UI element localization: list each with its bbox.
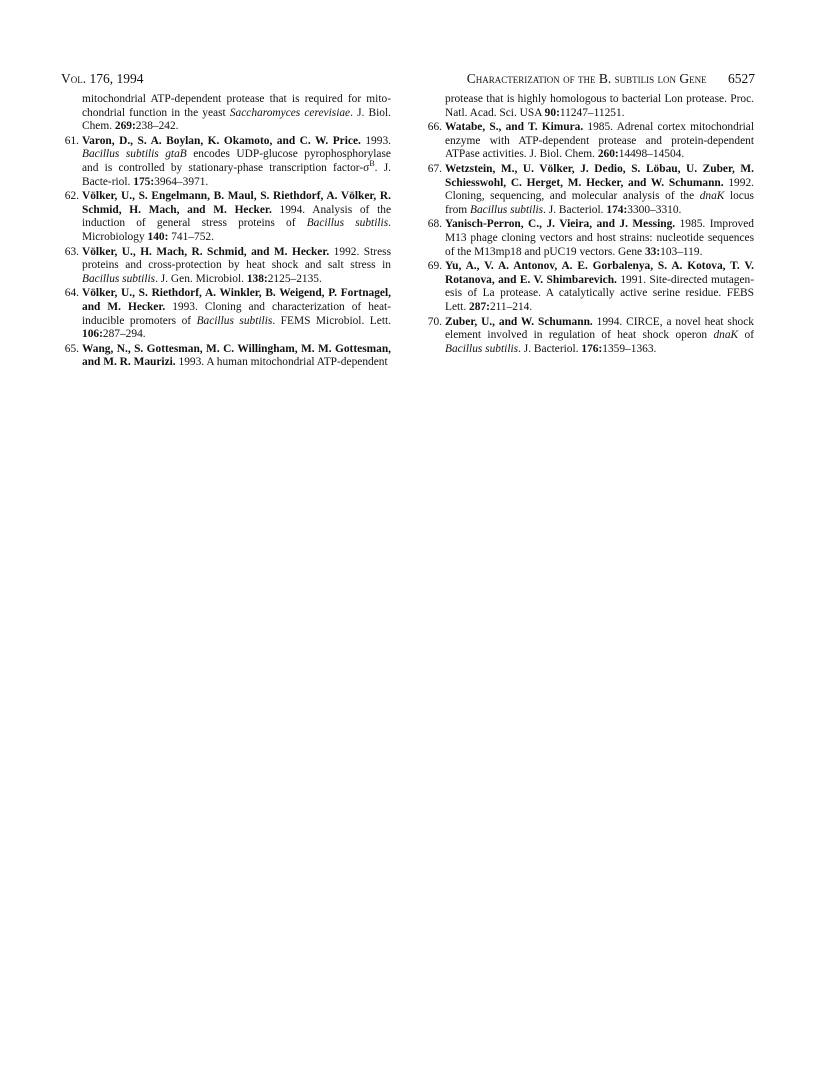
reference-text: 14498–14504.	[618, 148, 685, 161]
reference-authors: 33:	[644, 245, 661, 258]
reference-text: 1992. Stress proteins and cross-protection by heat shock and salt stress in	[82, 245, 391, 272]
reference-text: of	[738, 329, 754, 342]
reference-number: 68.	[427, 218, 442, 231]
reference-text: mitochondrial ATP-dependent protease that is required for mito-chondrial function in the yeast	[82, 93, 391, 119]
reference-number: 63.	[64, 245, 79, 258]
reference-text: . J. Bacte-riol.	[82, 161, 391, 188]
reference-number: 62.	[64, 190, 79, 203]
reference-continuation	[424, 93, 754, 120]
reference-text: 1985. Improved M13 phage cloning vectors and host strains: nucleotide sequences of the M13mp18 and pUC19 vectors. Gene	[445, 218, 754, 258]
reference-authors: 140:	[147, 230, 169, 243]
reference-entry	[61, 246, 391, 287]
reference-continuation	[61, 93, 391, 134]
reference-text: . Microbiology	[82, 217, 392, 243]
reference-authors: Yu, A., V. A. Antonov, A. E. Gorbalenya, S. A. Kotova, T. V. Rotanova, and E. V. Shimbarevich.	[445, 260, 754, 286]
reference-text: 11247–11251.	[559, 106, 625, 119]
reference-authors: 260:	[597, 148, 619, 161]
reference-text: . J. Biol. Chem.	[82, 106, 391, 133]
reference-authors: 138:	[246, 272, 268, 285]
header-right	[467, 69, 755, 89]
reference-text: 3300–3310.	[627, 203, 682, 216]
reference-number: 65.	[64, 342, 79, 355]
reference-entry	[424, 260, 754, 314]
reference-number: 61.	[64, 134, 79, 147]
reference-entry	[424, 316, 754, 357]
running-header	[61, 69, 755, 89]
reference-authors: Varon, D., S. A. Boylan, K. Okamoto, and C. W. Price.	[82, 134, 361, 147]
reference-authors: 176:	[581, 342, 603, 355]
reference-authors: Wang, N., S. Gottesman, M. C. Willingham, M. M. Gottesman, and M. R. Maurizi.	[82, 342, 391, 369]
reference-authors: Watabe, S., and T. Kimura.	[445, 121, 584, 134]
reference-text: 1993.	[360, 134, 391, 147]
reference-italic: dnaK	[713, 329, 739, 342]
reference-authors: 106:	[82, 328, 103, 341]
reference-authors: Yanisch-Perron, C., J. Vieira, and J. Messing.	[445, 218, 676, 231]
reference-number: 69.	[427, 260, 442, 273]
reference-number: 66.	[427, 121, 442, 134]
reference-entry	[61, 287, 391, 341]
reference-entry	[424, 218, 754, 259]
reference-authors: 269:	[114, 120, 136, 133]
reference-text: 287–294.	[102, 328, 146, 341]
reference-text: 1993. Cloning and characterization of heat-inducible promoters of	[82, 300, 391, 327]
reference-text: . J. Gen. Microbiol.	[155, 272, 247, 285]
reference-text: B	[369, 159, 375, 169]
references-right-column	[424, 93, 754, 357]
reference-italic: Bacillus subtilis	[306, 217, 389, 230]
reference-text: . J. Bacteriol.	[543, 203, 607, 216]
reference-authors: 175:	[133, 175, 155, 188]
reference-number: 64.	[64, 287, 79, 300]
reference-authors: Völker, U., H. Mach, R. Schmid, and M. Hecker.	[82, 245, 330, 258]
reference-italic: Bacillus subtilis	[196, 314, 273, 327]
reference-text: locus from	[445, 190, 754, 216]
reference-text: 2125–2135.	[267, 272, 322, 285]
reference-italic: Saccharomyces cerevisiae	[229, 106, 351, 119]
reference-italic: Bacillus subtilis	[445, 342, 519, 355]
reference-text: encodes UDP-glucose pyrophosphorylase and is controlled by stationary-phase transcription factor-σ	[82, 148, 391, 174]
reference-text: . FEMS Microbiol. Lett.	[272, 314, 392, 327]
reference-text: 211–214.	[489, 300, 533, 313]
reference-italic: Bacillus subtilis	[470, 203, 544, 216]
reference-number: 67.	[427, 162, 442, 175]
reference-entry	[424, 163, 754, 217]
reference-italic: dnaK	[699, 190, 725, 203]
reference-text: 103–119.	[660, 245, 703, 258]
reference-text: 1992. Cloning, sequencing, and molecular analysis of the	[445, 176, 754, 203]
running-title: Characterization of the B. subtilis lon Gene	[466, 71, 707, 86]
reference-text: 1359–1363.	[602, 342, 657, 355]
page-number: 6527	[728, 71, 755, 86]
reference-number: 70.	[427, 315, 442, 328]
reference-italic: Bacillus subtilis	[82, 272, 156, 285]
reference-text: . J. Bacteriol.	[518, 342, 582, 355]
reference-authors: Wetzstein, M., U. Völker, J. Dedio, S. Löbau, U. Zuber, M. Schiesswohl, C. Herget, M. Hecker, and W. Schumann.	[445, 162, 754, 189]
references-left-column	[61, 93, 391, 371]
reference-italic: Bacillus subtilis gtaB	[82, 148, 187, 161]
reference-text: 3964–3971.	[154, 175, 209, 188]
reference-authors: 287:	[469, 300, 490, 313]
reference-entry	[424, 121, 754, 162]
reference-authors: 90:	[544, 106, 560, 119]
reference-text: 1991. Site-directed mutagen-esis of La protease. A catalytically active serine residue. FEBS Lett.	[445, 273, 754, 313]
reference-text: 238–242.	[135, 120, 179, 133]
reference-authors: Völker, U., S. Riethdorf, A. Winkler, B. Weigend, P. Fortnagel, and M. Hecker.	[82, 287, 391, 313]
reference-text: 741–752.	[168, 230, 214, 243]
reference-authors: Völker, U., S. Engelmann, B. Maul, S. Riethdorf, A. Völker, R. Schmid, H. Mach, and M. Hecker.	[82, 190, 391, 216]
reference-entry	[61, 190, 391, 244]
journal-volume: Vol. 176, 1994	[61, 71, 144, 86]
reference-authors: Zuber, U., and W. Schumann.	[445, 315, 593, 328]
reference-entry	[61, 343, 391, 370]
reference-text: protease that is highly homologous to bacterial Lon protease. Proc. Natl. Acad. Sci. USA	[445, 93, 754, 119]
reference-authors: 174:	[606, 203, 628, 216]
reference-entry	[61, 135, 391, 189]
reference-text: 1994. Analysis of the induction of general stress proteins of	[82, 203, 391, 230]
reference-text: 1994. CIRCE, a novel heat shock element involved in regulation of heat shock operon	[445, 315, 755, 342]
reference-text: 1985. Adrenal cortex mitochondrial enzyme with ATP-dependent protease and protein-dependent ATPase activities. J. Biol. Chem.	[445, 121, 754, 161]
reference-text: 1993. A human mitochondrial ATP-dependent	[175, 356, 388, 369]
